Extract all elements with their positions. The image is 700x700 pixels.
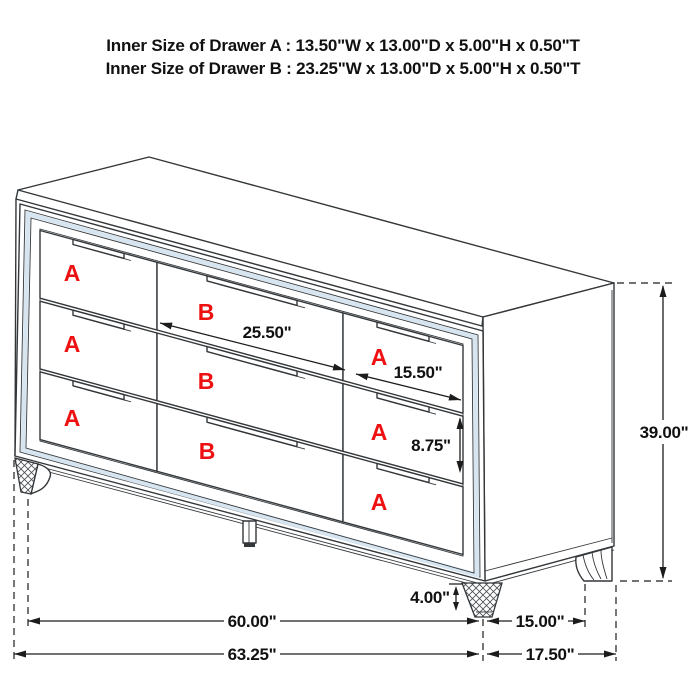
center-leg-foot <box>244 543 255 547</box>
dim-label-60-00: 60.00" <box>227 612 277 631</box>
dim-label-15-00: 15.00" <box>515 612 565 631</box>
label-drawer-b2: B <box>197 368 215 394</box>
dim-label-39-00: 39.00" <box>639 423 689 442</box>
label-drawer-a2: A <box>63 331 81 357</box>
label-drawer-a5: A <box>370 419 388 445</box>
drawer-a-size-text: Inner Size of Drawer A : 13.50"W x 13.00"D x 5.00"H x 0.50"T <box>106 36 580 55</box>
dim-label-15-50: 15.50" <box>393 363 443 382</box>
label-drawer-a3: A <box>63 405 81 431</box>
label-drawer-b1: B <box>197 299 215 325</box>
dim-label-4-00: 4.00" <box>410 588 450 607</box>
dim-label-17-50: 17.50" <box>525 645 575 664</box>
dim-label-63-25: 63.25" <box>227 645 277 664</box>
label-drawer-b3: B <box>198 438 216 464</box>
center-leg <box>243 521 256 543</box>
label-drawer-a6: A <box>370 489 388 515</box>
cabinet-side-panel <box>483 283 614 581</box>
drawer-b-size-text: Inner Size of Drawer B : 23.25"W x 13.00"D x 5.00"H x 0.50"T <box>105 59 581 78</box>
label-drawer-a4: A <box>370 344 388 370</box>
dim-label-25-50: 25.50" <box>242 323 292 342</box>
label-drawer-a1: A <box>63 260 81 286</box>
dim-label-8-75: 8.75" <box>411 436 451 455</box>
